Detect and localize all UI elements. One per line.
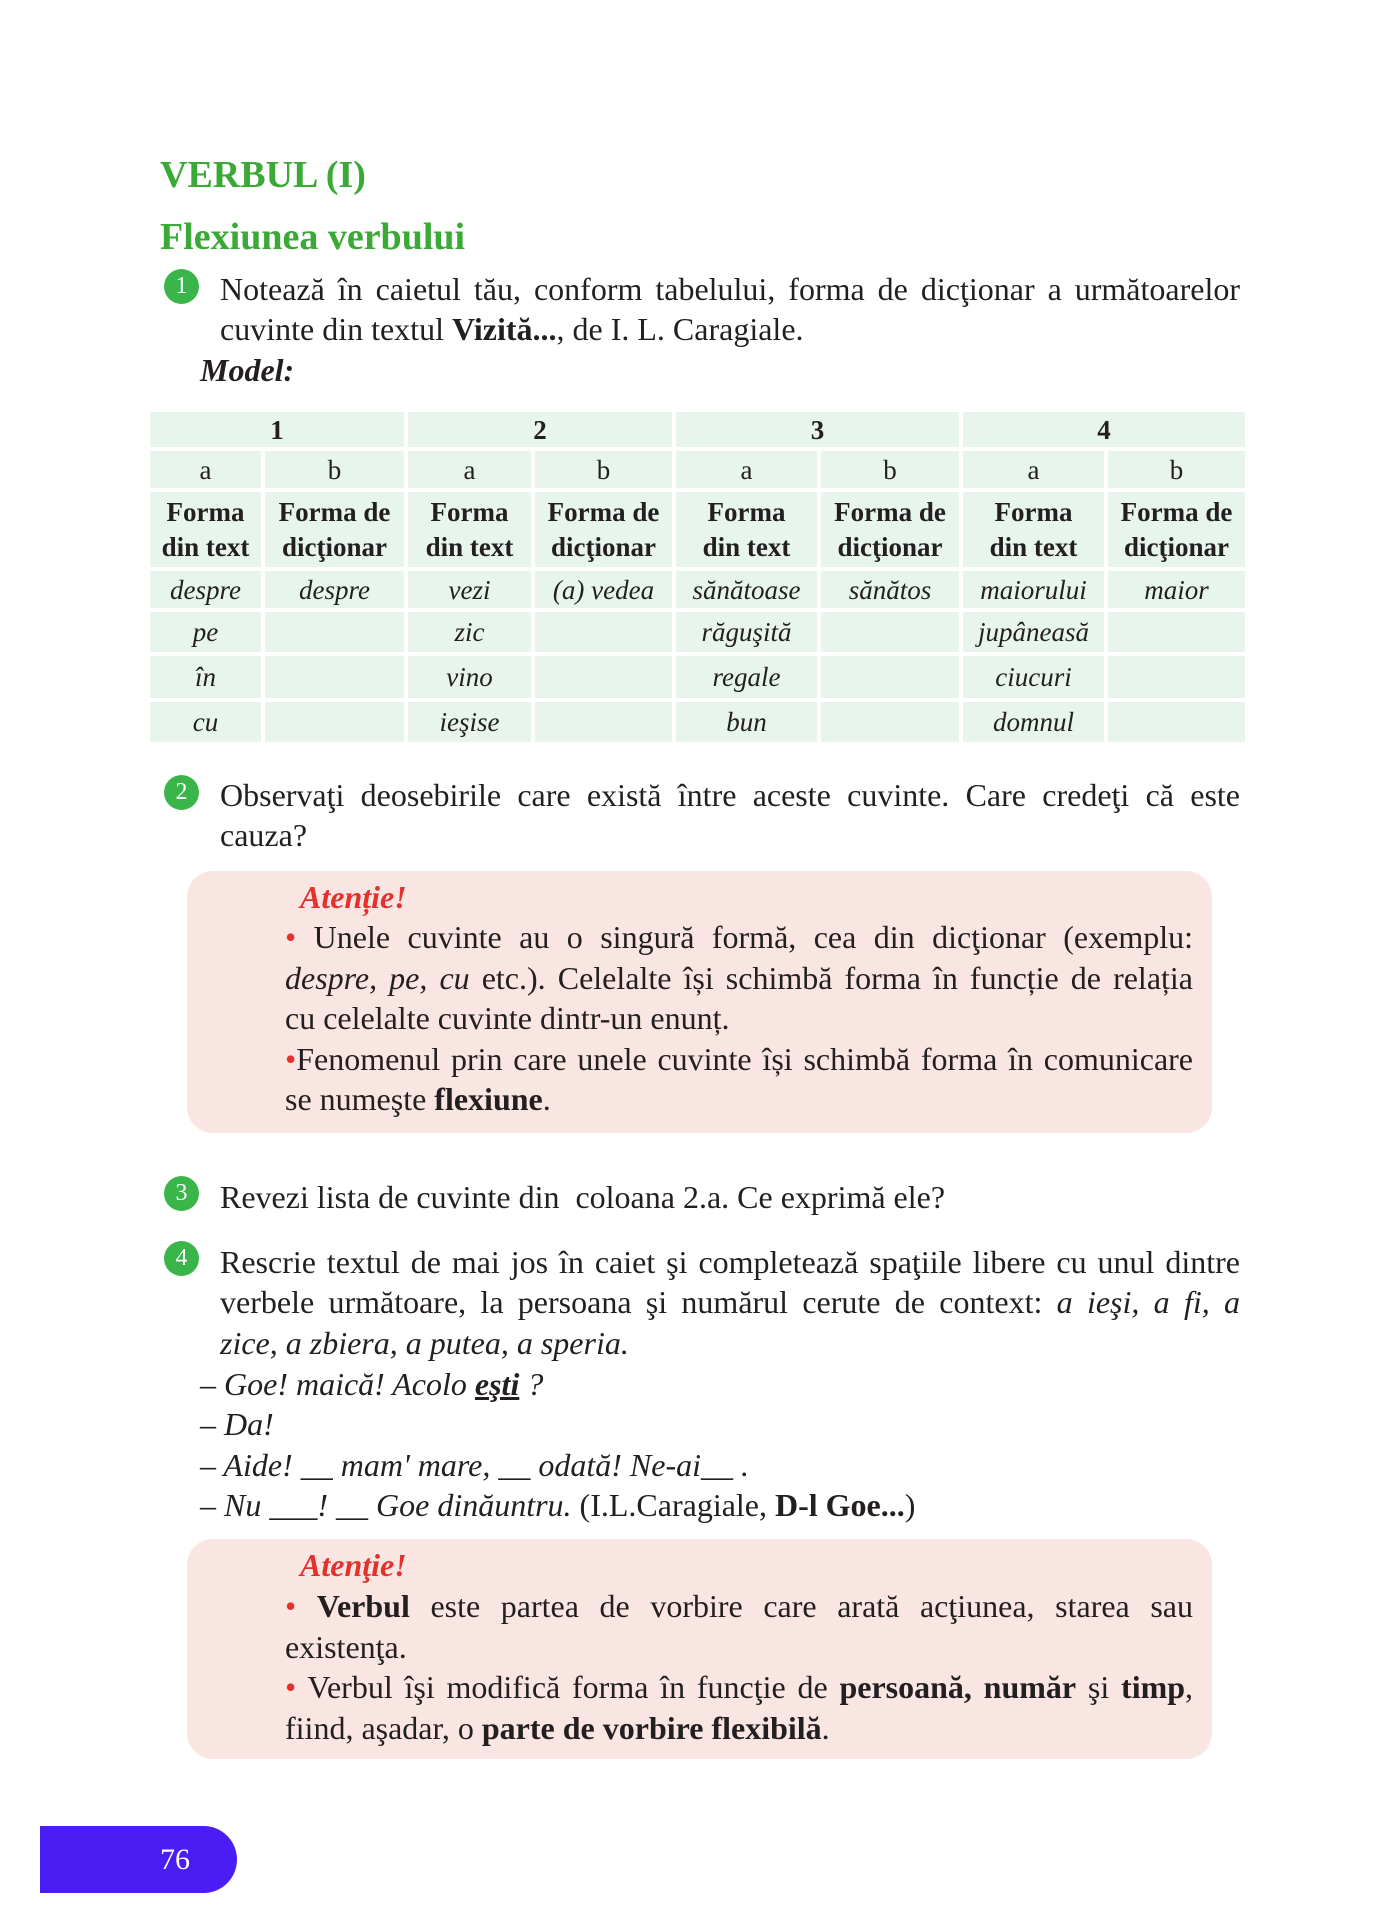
- table-subcolumn-label: a: [408, 451, 531, 488]
- dialogue-text: – Nu ___! __ Goe dinăuntru.: [200, 1487, 572, 1524]
- table-group-number: 4: [963, 412, 1245, 447]
- page-title: VERBUL (I): [160, 154, 366, 196]
- page-number: 76: [160, 1843, 190, 1876]
- table-subcolumn-label: b: [265, 451, 404, 488]
- note-text: .: [542, 1081, 551, 1118]
- table-group-row: [150, 412, 1245, 447]
- exercise-3-text: [220, 1177, 1240, 1218]
- exercise-4-verb-list: a ieşi, a fi, a: [1056, 1284, 1241, 1321]
- attention-note-1: [187, 871, 1212, 1133]
- table-cell: jupâneasă: [963, 612, 1104, 652]
- table-cell: vezi: [408, 571, 531, 608]
- attention-note-title: Atenție!: [300, 879, 407, 915]
- note-line: [285, 1079, 1193, 1120]
- table-subcolumn-label: a: [150, 451, 261, 488]
- exercise-2-line-1: Observaţi deosebirile care există între aceste cuvinte. Care credeţi că este: [220, 776, 1240, 813]
- table-subcolumn-label: b: [535, 451, 672, 488]
- note-text: ,: [1185, 1669, 1194, 1706]
- note-line: [285, 1708, 1193, 1749]
- exercise-1-line-2: [220, 309, 1240, 350]
- note-text: .: [821, 1709, 830, 1746]
- table-column-header-line: Forma de: [1120, 496, 1233, 527]
- table-column-header-line: Forma: [994, 496, 1073, 527]
- note-line: [285, 1586, 1193, 1627]
- table-cell: maiorului: [963, 571, 1104, 608]
- exercise-4-text: [220, 1242, 1240, 1364]
- note-line: [285, 917, 1193, 958]
- note-key-term: timp: [1121, 1669, 1186, 1706]
- table-cell: sănătoase: [676, 571, 817, 608]
- table-cell: ieşise: [408, 702, 531, 742]
- table-cell: despre: [265, 571, 404, 608]
- exercise-2-line-2: cauza?: [220, 817, 308, 854]
- exercise-2-number-badge: 2: [164, 775, 199, 810]
- citation-text: (I.L.Caragiale,: [571, 1487, 775, 1524]
- table-subcolumn-label: b: [1108, 451, 1245, 488]
- page-number-tab: [40, 1826, 237, 1893]
- attention-note-body: [285, 917, 1193, 1120]
- citation-text: ): [904, 1487, 916, 1524]
- bullet-icon: •: [285, 1040, 297, 1077]
- dialogue-excerpt: [200, 1364, 1240, 1526]
- table-subcolumn-label: a: [676, 451, 817, 488]
- table-cell: ciucuri: [963, 656, 1104, 698]
- table-cell: bun: [676, 702, 817, 742]
- exercise-4-line-1: Rescrie textul de mai jos în caiet şi completează spaţiile libere cu unul dintre: [220, 1243, 1240, 1280]
- exercise-4-line-3: zice, a zbiera, a putea, a speria.: [220, 1324, 629, 1361]
- exercise-4-text-segment: verbele următoare, la persoana şi numărul cerute de context:: [220, 1284, 1057, 1321]
- note-line: [285, 1667, 1193, 1708]
- table-cell: pe: [150, 612, 261, 652]
- dialogue-example-verb: eşti: [474, 1365, 520, 1402]
- bullet-icon: •: [285, 919, 297, 955]
- table-cell: regale: [676, 656, 817, 698]
- table-column-header-line: Forma: [166, 496, 245, 527]
- note-text: şi: [1076, 1669, 1122, 1706]
- table-column-header-line: dicţionar: [551, 531, 656, 562]
- dialogue-line: [200, 1364, 1240, 1405]
- citation-title: D-l Goe...: [775, 1487, 905, 1524]
- table-cell: [265, 612, 404, 652]
- table-column-header: [963, 492, 1104, 567]
- note-line: existenţa.: [285, 1628, 407, 1665]
- note-text: Unele cuvinte au o singură formă, cea din dicţionar (exemplu:: [313, 919, 1194, 955]
- table-cell: [535, 656, 672, 698]
- table-cell: [1108, 656, 1245, 698]
- note-key-term: flexiune: [434, 1081, 543, 1118]
- attention-note-2: [187, 1539, 1212, 1759]
- table-column-header-line: din text: [161, 531, 250, 562]
- dialogue-text: ?: [519, 1365, 544, 1402]
- table-cell: răguşită: [676, 612, 817, 652]
- table-column-header-line: din text: [989, 531, 1078, 562]
- exercise-1-source-title: Vizită...: [451, 311, 557, 348]
- table-subcolumn-row: [150, 451, 1245, 488]
- table-cell: [1108, 612, 1245, 652]
- table-column-header-line: dicţionar: [282, 531, 387, 562]
- dialogue-line: [200, 1485, 1240, 1526]
- note-key-term: Verbul: [316, 1588, 410, 1624]
- table-column-header: [265, 492, 404, 567]
- note-line: cu celelalte cuvinte dintr-un enunț.: [285, 1000, 730, 1037]
- table-column-header-line: Forma de: [834, 496, 946, 527]
- bullet-icon: •: [285, 1669, 297, 1706]
- note-text: etc.). Celelalte își schimbă forma în funcție de relația: [469, 959, 1194, 996]
- note-examples: despre, pe, cu: [285, 959, 470, 996]
- table-row: [150, 571, 1245, 608]
- table-column-header: [821, 492, 959, 567]
- attention-note-title: Atenţie!: [300, 1547, 407, 1583]
- note-text: fiind, aşadar, o: [285, 1709, 482, 1746]
- note-text: se numeşte: [285, 1081, 435, 1118]
- table-cell: domnul: [963, 702, 1104, 742]
- table-column-header-line: Forma de: [547, 496, 660, 527]
- table-column-header: [676, 492, 817, 567]
- table-cell: maior: [1108, 571, 1245, 608]
- model-label: Model:: [200, 352, 295, 388]
- exercise-4-line-2: [220, 1282, 1240, 1323]
- exercise-4-number-badge: 4: [164, 1241, 199, 1276]
- note-text: Verbul îşi modifică forma în funcţie de: [307, 1669, 840, 1706]
- exercise-3-line-1: Revezi lista de cuvinte din coloana 2.a. Ce exprimă ele?: [220, 1178, 946, 1215]
- table-cell: [1108, 702, 1245, 742]
- note-text: este partea de vorbire care arată acţiunea, starea sau: [409, 1588, 1193, 1624]
- table-column-header: [150, 492, 261, 567]
- table-column-header-line: Forma: [430, 496, 509, 527]
- table-column-header: [535, 492, 672, 567]
- table-cell: despre: [150, 571, 261, 608]
- bullet-icon: •: [285, 1588, 297, 1624]
- table-cell: [535, 702, 672, 742]
- exercise-2-text: [220, 775, 1240, 856]
- note-key-term: persoană, număr: [839, 1669, 1077, 1706]
- table-cell: [821, 702, 959, 742]
- table-cell: [821, 612, 959, 652]
- exercise-1-line-1: Notează în caietul tău, conform tabelului, forma de dicţionar a următoarelor: [220, 270, 1240, 307]
- table-column-header-line: dicţionar: [1124, 531, 1229, 562]
- table-column-header-line: din text: [702, 531, 791, 562]
- model-table: [146, 408, 1249, 746]
- table-row: [150, 702, 1245, 742]
- table-cell: [821, 656, 959, 698]
- dialogue-line: – Da!: [200, 1406, 274, 1443]
- table-cell: vino: [408, 656, 531, 698]
- table-row: [150, 656, 1245, 698]
- table-column-header: [408, 492, 531, 567]
- table-header-row: [150, 492, 1245, 567]
- table-group-number: 2: [408, 412, 672, 447]
- table-row: [150, 612, 1245, 652]
- exercise-1-text-segment: , de I. L. Caragiale.: [556, 311, 804, 348]
- table-cell: în: [150, 656, 261, 698]
- table-cell: cu: [150, 702, 261, 742]
- note-line: [285, 958, 1193, 999]
- section-subtitle: Flexiunea verbului: [160, 216, 466, 258]
- exercise-3-number-badge: 3: [164, 1176, 199, 1211]
- dialogue-text: – Goe! maică! Acolo: [200, 1365, 475, 1402]
- table-column-header-line: Forma: [707, 496, 786, 527]
- attention-note-body: [285, 1586, 1193, 1748]
- exercise-1-number-badge: 1: [164, 269, 199, 304]
- table-group-number: 3: [676, 412, 959, 447]
- dialogue-line: – Aide! __ mam' mare, __ odată! Ne-ai__ .: [200, 1446, 749, 1483]
- table-column-header-line: din text: [425, 531, 514, 562]
- table-cell: [265, 656, 404, 698]
- table-cell: (a) vedea: [535, 571, 672, 608]
- table-cell: [265, 702, 404, 742]
- table-column-header-line: dicţionar: [837, 531, 943, 562]
- note-line: [285, 1039, 1193, 1080]
- note-text: Fenomenul prin care unele cuvinte își schimbă forma în comunicare: [296, 1040, 1193, 1077]
- table-cell: [535, 612, 672, 652]
- table-cell: zic: [408, 612, 531, 652]
- exercise-1-text-segment: cuvinte din textul: [220, 311, 452, 348]
- table-column-header-line: Forma de: [278, 496, 391, 527]
- table-cell: sănătos: [821, 571, 959, 608]
- table-group-number: 1: [150, 412, 404, 447]
- note-key-term: parte de vorbire flexibilă: [481, 1709, 822, 1746]
- exercise-1-text: [220, 269, 1240, 350]
- table-column-header: [1108, 492, 1245, 567]
- table-subcolumn-label: b: [821, 451, 959, 488]
- table-subcolumn-label: a: [963, 451, 1104, 488]
